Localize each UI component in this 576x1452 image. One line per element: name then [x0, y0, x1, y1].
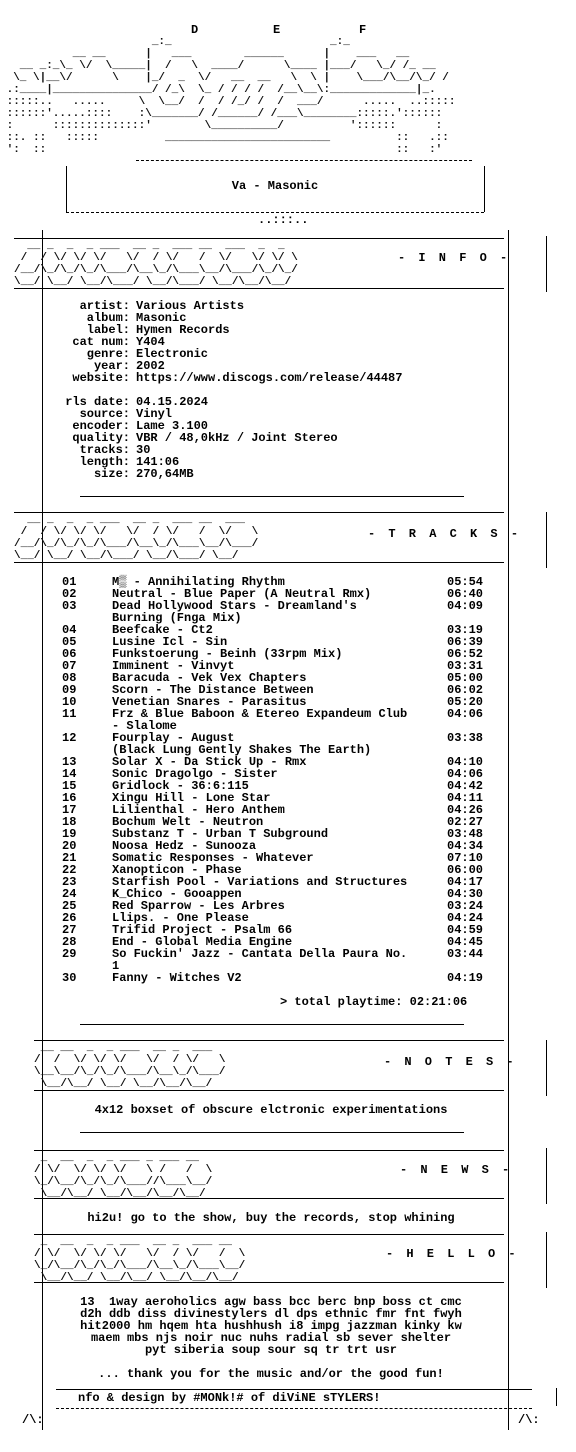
info-title: - I N F O -	[398, 251, 511, 265]
info-row-catnum: cat num: Y404	[72, 335, 165, 349]
track-duration: 05:20	[447, 695, 484, 709]
track-number: 19	[62, 827, 77, 841]
track-number: 23	[62, 875, 77, 889]
track-title: Lilienthal - Hero Anthem	[112, 803, 285, 817]
greets-line-5: pyt siberia soup sour sq tr trt usr	[144, 1343, 398, 1357]
track-title: Venetian Snares - Parasitus	[112, 695, 307, 709]
track-title: Gridlock - 36:6:115	[112, 779, 249, 793]
info-row-label: label: Hymen Records	[86, 323, 230, 337]
info-row-tracks: tracks: 30	[79, 443, 151, 457]
track-duration: 04:26	[447, 803, 484, 817]
track-number: 05	[62, 635, 77, 649]
track-title: Burning (Fnga Mix)	[112, 611, 242, 625]
track-duration: 03:31	[447, 659, 484, 673]
track-title: Beefcake - Ct2	[112, 623, 213, 637]
notes-title: - N O T E S -	[384, 1055, 517, 1069]
info-divider	[80, 496, 464, 497]
notes-text: 4x12 boxset of obscure elctronic experimentations	[94, 1103, 448, 1117]
track-title: 1	[112, 959, 120, 973]
track-duration: 06:02	[447, 683, 484, 697]
track-duration: 04:42	[447, 779, 484, 793]
track-title: End - Global Media Engine	[112, 935, 293, 949]
track-title: Lusine Icl - Sin	[112, 635, 228, 649]
track-number: 22	[62, 863, 77, 877]
track-duration: 06:52	[447, 647, 484, 661]
footer-corner-right: /\:	[518, 1413, 540, 1427]
notes-divider	[80, 1132, 464, 1133]
website-link[interactable]: https://www.discogs.com/release/44487	[136, 371, 403, 385]
track-number: 18	[62, 815, 77, 829]
greets-line-4: maem mbs njs noir nuc nuhs radial sb sever shelter	[90, 1331, 452, 1345]
track-duration: 04:10	[447, 755, 484, 769]
track-title: - Slalome	[112, 719, 177, 733]
track-number: 01	[62, 575, 77, 589]
track-number: 17	[62, 803, 77, 817]
track-title: Imminent - Vinvyt	[112, 659, 235, 673]
track-title: Substanz T - Urban T Subground	[112, 827, 329, 841]
track-duration: 04:17	[447, 875, 484, 889]
track-title: Red Sparrow - Les Arbres	[112, 899, 285, 913]
info-row-encoder: encoder: Lame 3.100	[72, 419, 209, 433]
tracks-title: - T R A C K S -	[368, 527, 522, 541]
title-box-right	[484, 166, 485, 212]
track-duration: 04:19	[447, 971, 484, 985]
track-duration: 05:54	[447, 575, 484, 589]
news-ascii-banner: _ __ _ _ ___ _ ___ __ / \/ \/ \/ \/ \ / / \ \_/\__/\_/\_/\___//\___\__/ \__/\__/ \__/\__/\__/\__/	[34, 1152, 213, 1200]
track-title: Fanny - Witches V2	[112, 971, 242, 985]
track-title: Bochum Welt - Neutron	[112, 815, 264, 829]
track-duration: 03:38	[447, 731, 484, 745]
track-title: Xingu Hill - Lone Star	[112, 791, 271, 805]
track-duration: 03:24	[447, 899, 484, 913]
track-title: Sonic Dragolgo - Sister	[112, 767, 278, 781]
title-box-ornament: ..:::..	[258, 213, 309, 227]
track-duration: 04:59	[447, 923, 484, 937]
tracks-divider	[80, 1024, 464, 1025]
info-ascii-banner: __ _ _ _ ___ __ _ ___ __ ___ _ _ / / \/ \/ \/ \/ / \/ / \/ \/ \/ \ /__/\_/\_/\_/\___/\__\_/\___\__/\___/\_/\_/ \__/ \__/ \__/\___/ \__/\___/ \__/\__/\__/	[14, 240, 298, 288]
notes-ascii-banner: __ __ _ _ ___ __ _ ___ / / \/ \/ \/ \/ / \/ \ \__\__/\_/\_/\___/\__\_/\___/ \__/\__/ \__/ \__/\__/\__/	[34, 1042, 226, 1090]
thanks-line: ... thank you for the music and/or the good fun!	[98, 1367, 444, 1381]
logo-letter-d: D	[191, 23, 199, 37]
credits-line: nfo & design by #MONk!# of diViNE sTYLERS!	[78, 1391, 381, 1405]
track-number: 29	[62, 947, 77, 961]
track-duration: 04:11	[447, 791, 484, 805]
track-number: 15	[62, 779, 77, 793]
track-duration: 02:27	[447, 815, 484, 829]
track-title: K_Chico - Gooappen	[112, 887, 242, 901]
total-playtime: > total playtime: 02:21:06	[280, 995, 468, 1009]
track-duration: 03:19	[447, 623, 484, 637]
track-duration: 04:09	[447, 599, 484, 613]
track-title: Baracuda - Vek Vex Chapters	[112, 671, 307, 685]
track-number: 08	[62, 671, 77, 685]
track-duration: 06:40	[447, 587, 484, 601]
info-row-year: year: 2002	[93, 359, 165, 373]
track-number: 30	[62, 971, 77, 985]
greets-line-3: hit2000 hm hqem hta hushhush i8 impg jazzman kinky kw	[80, 1319, 462, 1333]
hello-title: - H E L L O -	[386, 1247, 519, 1261]
footer-rule-bottom	[56, 1408, 532, 1409]
track-row	[62, 972, 492, 984]
track-number: 10	[62, 695, 77, 709]
track-duration: 04:45	[447, 935, 484, 949]
track-title: Somatic Responses - Whatever	[112, 851, 314, 865]
track-title: M▒ - Annihilating Rhythm	[112, 575, 285, 589]
track-number: 09	[62, 683, 77, 697]
track-duration: 04:06	[447, 707, 484, 721]
track-row	[62, 948, 492, 972]
track-duration: 07:10	[447, 851, 484, 865]
title-box-top-rule	[136, 160, 472, 161]
track-row	[62, 708, 492, 732]
track-duration: 04:24	[447, 911, 484, 925]
track-number: 14	[62, 767, 77, 781]
info-row-website: website: https://www.discogs.com/release/44487	[72, 371, 403, 385]
track-number: 07	[62, 659, 77, 673]
track-number: 28	[62, 935, 77, 949]
track-number: 13	[62, 755, 77, 769]
info-row-source: source: Vinyl	[79, 407, 173, 421]
track-number: 16	[62, 791, 77, 805]
track-number: 11	[62, 707, 77, 721]
info-row-rlsdate: rls date: 04.15.2024	[65, 395, 209, 409]
track-row	[62, 600, 492, 624]
info-row-quality: quality: VBR / 48,0kHz / Joint Stereo	[72, 431, 338, 445]
track-number: 20	[62, 839, 77, 853]
track-number: 21	[62, 851, 77, 865]
hello-ascii-banner: _ __ _ _ ___ __ _ ___ __ / \/ \/ \/ \/ \/ / \/ / \ \_/\__/\_/\_/\___/\__\_/\___\__/ \__/\__/ \__/\__/ \__/\__/\__/	[34, 1236, 246, 1284]
track-title: Neutral - Blue Paper (A Neutral Rmx)	[112, 587, 372, 601]
info-row-size: size: 270,64MB	[93, 467, 194, 481]
track-title: Fourplay - August	[112, 731, 235, 745]
logo-letter-f: F	[359, 23, 367, 37]
track-row	[62, 732, 492, 756]
footer-corner-left: /\:	[22, 1413, 44, 1427]
track-title: Scorn - The Distance Between	[112, 683, 314, 697]
track-number: 06	[62, 647, 77, 661]
track-title: Dead Hollywood Stars - Dreamland's	[112, 599, 357, 613]
info-row-album: album: Masonic	[86, 311, 187, 325]
track-duration: 03:48	[447, 827, 484, 841]
track-duration: 06:39	[447, 635, 484, 649]
track-number: 25	[62, 899, 77, 913]
track-duration: 04:34	[447, 839, 484, 853]
track-duration: 06:00	[447, 863, 484, 877]
track-number: 03	[62, 599, 77, 613]
track-number: 04	[62, 623, 77, 637]
track-title: Solar X - Da Stick Up - Rmx	[112, 755, 307, 769]
track-duration: 05:00	[447, 671, 484, 685]
track-number: 24	[62, 887, 77, 901]
news-title: - N E W S -	[400, 1163, 513, 1177]
track-title: Xanopticon - Phase	[112, 863, 242, 877]
track-title: Starfish Pool - Variations and Structures	[112, 875, 408, 889]
track-duration: 04:06	[447, 767, 484, 781]
track-title: So Fuckin' Jazz - Cantata Della Paura No.	[112, 947, 408, 961]
track-number: 12	[62, 731, 77, 745]
logo-letter-e: E	[273, 23, 281, 37]
greets-line-1: 13 1way aeroholics agw bass bcc berc bnp boss ct cmc	[80, 1295, 462, 1309]
track-title: Trifid Project - Psalm 66	[112, 923, 293, 937]
news-text: hi2u! go to the show, buy the records, stop whining	[87, 1211, 455, 1225]
info-row-artist: artist: Various Artists	[79, 299, 245, 313]
track-title: Frz & Blue Baboon & Etereo Expandeum Club	[112, 707, 408, 721]
tracks-ascii-banner: __ _ _ _ ___ __ _ ___ __ ___ / / \/ \/ \/ \/ / \/ / \/ \ /__/\_/\_/\_/\___/\__\_/\___\__/\___/ \__/ \__/ \__/\___/ \__/\___/ \__/	[14, 514, 259, 562]
greets-line-2: d2h ddb diss divinestylers dl dps ethnic fmr fnt fwyh	[80, 1307, 462, 1321]
track-duration: 03:44	[447, 947, 484, 961]
track-title: Noosa Hedz - Sunooza	[112, 839, 257, 853]
footer-rule-top	[56, 1389, 532, 1390]
release-title: Va - Masonic	[231, 179, 319, 193]
track-title: Llips. - One Please	[112, 911, 249, 925]
info-row-genre: genre: Electronic	[86, 347, 209, 361]
info-row-length: length: 141:06	[79, 455, 180, 469]
track-title: (Black Lung Gently Shakes The Earth)	[112, 743, 372, 757]
track-number: 02	[62, 587, 77, 601]
logo-ascii-art: _:_ _:_ __ __ | ___ ______ | ___ __ __ _:_\_ \/ \_____| / \ ____/ \____ |___/ \_/ /_ __ \_ \|__\/ \ |_/ _ \/ __ __ \ \ | \___/\__/\_/ / .:____|_______________/ /_\ \_ / / / / /__\__\:_____________|_. :::::.. ..... \ \__/ / / /_/ / / ___/ ..... ..::::: ::::::'.....:::: :\_______/ /______/ /___\________:::::.':::::: : ::::::::::::::' \__________/ ':::::: : ::. :: ::::: _________________________ :: .:: ': :: :: :'	[6, 36, 456, 156]
track-number: 26	[62, 911, 77, 925]
track-title: Funkstoerung - Beinh (33rpm Mix)	[112, 647, 343, 661]
track-number: 27	[62, 923, 77, 937]
track-duration: 04:30	[447, 887, 484, 901]
